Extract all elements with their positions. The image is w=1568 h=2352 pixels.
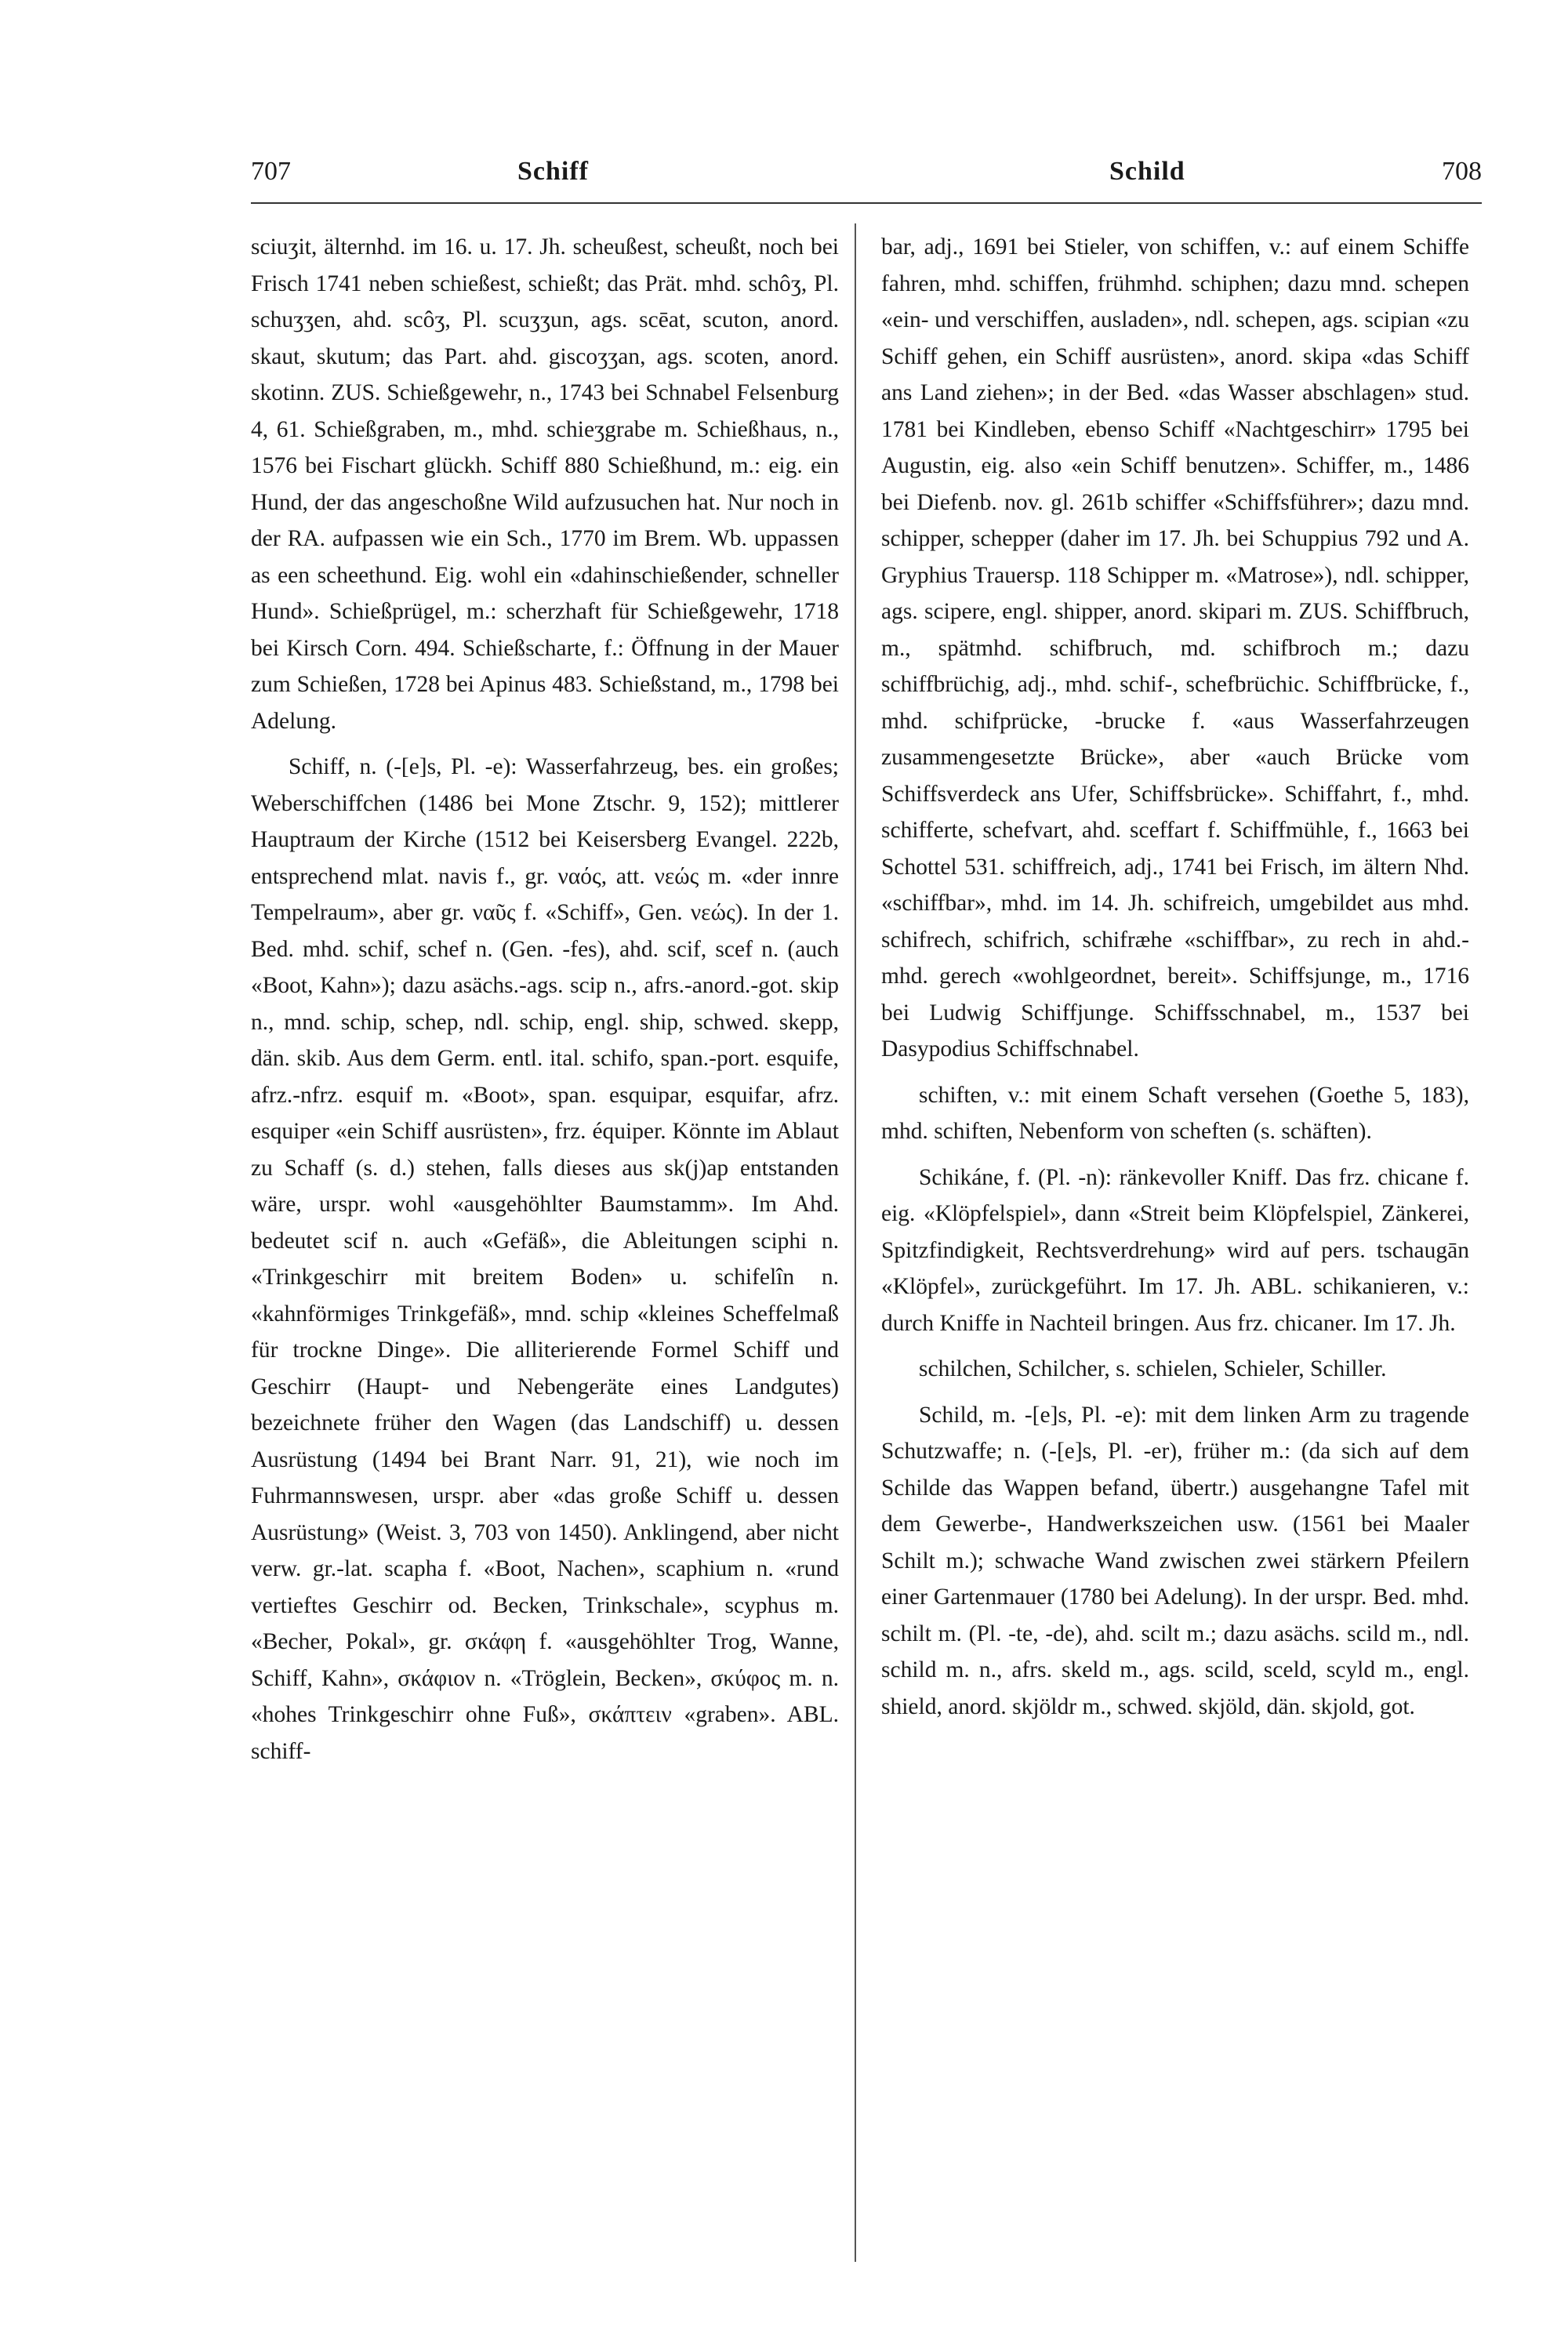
column-divider: [855, 223, 856, 2262]
right-column: [881, 229, 1469, 1725]
header-rule: [251, 202, 1482, 204]
entry-paragraph: Schild, m. -[e]s, Pl. -e): mit dem linken Arm zu tragende Schutzwaffe; n. (-[e]s, Pl. -er), früher m.: (da sich auf dem Schilde das Wappen befand, übertr.) ausgehangne Tafel mit dem Gewerbe-, Handwerkszeichen usw. (1561 bei Maaler Schilt m.); schwache Wand zwischen zwei stärkern Pfeilern einer Gartenmauer (1780 bei Adelung). In der urspr. Bed. mhd. schilt m. (Pl. -te, -de), ahd. scilt m.; dazu asächs. scild m., ndl. schild m. n., afrs. skeld m., ags. scild, sceld, scyld m., engl. shield, anord. skjöldr m., schwed. skjöld, dän. skjold, got.: [881, 1402, 1469, 1719]
headword-right: Schild: [1109, 157, 1185, 186]
entry-paragraph: schiften, v.: mit einem Schaft versehen (Goethe 5, 183), mhd. schiften, Nebenform von scheften (s. schäften).: [881, 1082, 1469, 1144]
entry-paragraph: bar, adj., 1691 bei Stieler, von schiffen, v.: auf einem Schiffe fahren, mhd. schiffen, frühmhd. schiphen; dazu mnd. schepen «ein- und verschiffen, ausladen», ndl. schepen, ags. scipian «zu Schiff gehen, ein Schiff ausrüsten», anord. skipa «das Schiff ans Land ziehen»; in der Bed. «das Wasser abschlagen» stud. 1781 bei Kindleben, ebenso Schiff «Nachtgeschirr» 1795 bei Augustin, eig. also «ein Schiff benutzen». Schiffer, m., 1486 bei Diefenb. nov. gl. 261b schiffer «Schiffsführer»; dazu mnd. schipper, schepper (daher im 17. Jh. bei Schuppius 792 und A. Gryphius Trauersp. 118 Schipper m. «Matrose»), ndl. schipper, ags. scipere, engl. shipper, anord. skipari m. ZUS. Schiffbruch, m., spätmhd. schifbruch, md. schifbroch m.; dazu schiffbrüchig, adj., mhd. schif-, schefbrüchic. Schiffbrücke, f., mhd. schifprücke, -brucke f. «aus Wasserfahrzeugen zusammengesetzte Brücke», aber «auch Brücke vom Schiffsverdeck ans Ufer, Schiffsbrücke». Schiffahrt, f., mhd. schifferte, schefvart, ahd. sceffart f. Schiffmühle, f., 1663 bei Schottel 531. schiffreich, adj., 1741 bei Frisch, im ältern Nhd. «schiffbar», mhd. im 14. Jh. schifreich, umgebildet aus mhd. schifrech, schifrich, schifræhe «schiffbar», zu rech in ahd.-mhd. gerech «wohlgeordnet, bereit». Schiffsjunge, m., 1716 bei Ludwig Schiffjunge. Schiffsschnabel, m., 1537 bei Dasypodius Schiffschnabel.: [881, 234, 1469, 1062]
entry-paragraph: Schikáne, f. (Pl. -n): ränkevoller Kniff. Das frz. chicane f. eig. «Klöpfelspiel», dann «Streit beim Klöpfelspiel, Zänkerei, Spitzfindigkeit, Rechtsverdrehung» wird auf pers. tschaugān «Klöpfel», zurückgeführt. Im 17. Jh. ABL. schikanieren, v.: durch Kniffe in Nachteil bringen. Aus frz. chicaner. Im 17. Jh.: [881, 1164, 1469, 1336]
entry-paragraph: Schiff, n. (-[e]s, Pl. -e): Wasserfahrzeug, bes. ein großes; Weberschiffchen (1486 bei Mone Ztschr. 9, 152); mittlerer Hauptraum der Kirche (1512 bei Keisersberg Evangel. 222b, entsprechend mlat. navis f., gr. ναός, att. νεώς m. «der innre Tempelraum», aber gr. ναῦς f. «Schiff», Gen. νεώς). In der 1. Bed. mhd. schif, schef n. (Gen. -fes), ahd. scif, scef n. (auch «Boot, Kahn»); dazu asächs.-ags. scip n., afrs.-anord.-got. skip n., mnd. schip, schep, ndl. schip, engl. ship, schwed. skepp, dän. skib. Aus dem Germ. entl. ital. schifo, span.-port. esquife, afrz.-nfrz. esquif m. «Boot», span. esquipar, esquifar, afrz. esquiper «ein Schiff ausrüsten», frz. équiper. Könnte im Ablaut zu Schaff (s. d.) stehen, falls dieses aus sk(j)ap entstanden wäre, urspr. wohl «ausgehöhlter Baumstamm». Im Ahd. bedeutet scif n. auch «Gefäß», die Ableitungen sciphi n. «Trinkgeschirr mit breitem Boden» u. schifelîn n. «kahnförmiges Trinkgefäß», mnd. schip «kleines Scheffelmaß für trockne Dinge». Die alliterierende Formel Schiff und Geschirr (Haupt- und Nebengeräte eines Landgutes) bezeichnete früher den Wagen (das Landschiff) u. dessen Ausrüstung (1494 bei Brant Narr. 91, 21), wie noch im Fuhrmannswesen, urspr. aber «das große Schiff u. dessen Ausrüstung» (Weist. 3, 703 von 1450). Anklingend, aber nicht verw. gr.-lat. scapha f. «Boot, Nachen», scaphium n. «rund vertieftes Geschirr od. Becken, Trinkschale», scyphus m. «Becher, Pokal», gr. σκάφη f. «ausgehöhlter Trog, Wanne, Schiff, Kahn», σκάφιον n. «Tröglein, Becken», σκύφος m. n. «hohes Trinkgeschirr ohne Fuß», σκάπτειν «graben». ABL. schiff-: [251, 754, 839, 1764]
entry-paragraph: schilchen, Schilcher, s. schielen, Schieler, Schiller.: [919, 1356, 1387, 1381]
headword-left: Schiff: [517, 157, 589, 186]
page-number-right: 708: [1442, 157, 1482, 186]
left-column: [251, 229, 839, 1769]
entry-paragraph: sciuʒit, älternhd. im 16. u. 17. Jh. scheußest, scheußt, noch bei Frisch 1741 neben schießest, schießt; das Prät. mhd. schôʒ, Pl. schuʒʒen, ahd. scôʒ, Pl. scuʒʒun, ags. scēat, scuton, anord. skaut, skutum; das Part. ahd. giscoʒʒan, ags. scoten, anord. skotinn. ZUS. Schießgewehr, n., 1743 bei Schnabel Felsenburg 4, 61. Schießgraben, m., mhd. schieʒgrabe m. Schießhaus, n., 1576 bei Fischart glückh. Schiff 880 Schießhund, m.: eig. ein Hund, der das angeschoßne Wild aufzusuchen hat. Nur noch in der RA. aufpassen wie ein Sch., 1770 im Brem. Wb. uppassen as een scheethund. Eig. wohl ein «dahinschießender, schneller Hund». Schießprügel, m.: scherzhaft für Schießgewehr, 1718 bei Kirsch Corn. 494. Schießscharte, f.: Öffnung in der Mauer zum Schießen, 1728 bei Apinus 483. Schießstand, m., 1798 bei Adelung.: [251, 234, 839, 734]
running-head: [251, 157, 1482, 207]
page-number-left: 707: [251, 157, 291, 186]
